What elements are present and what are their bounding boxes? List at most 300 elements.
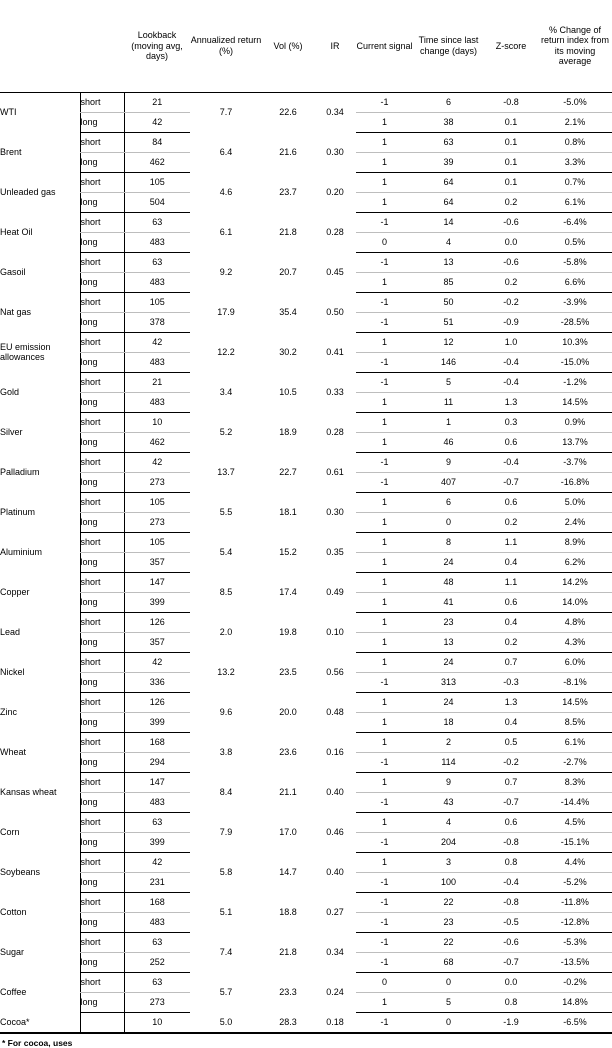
row-lookback-long: 294 — [124, 752, 190, 772]
row-annualized-return: 9.6 — [219, 706, 233, 717]
row-current-signal-short: 1 — [356, 572, 413, 592]
row-zscore-short: 0.3 — [484, 412, 538, 432]
row-time-since-change: 0 — [413, 1012, 484, 1032]
row-term-long: long — [80, 432, 124, 452]
row-term-short: short — [80, 132, 124, 152]
row-vol: 18.8 — [279, 906, 297, 917]
row-name: Aluminium — [0, 546, 43, 557]
row-time-since-change-long: 0 — [413, 512, 484, 532]
row-name: Cotton — [0, 906, 27, 917]
row-zscore-long: 0.8 — [484, 992, 538, 1012]
row-annualized-return: 2.0 — [219, 626, 233, 637]
row-vol: 23.3 — [279, 986, 297, 997]
row-pct-change-short: 4.4% — [538, 852, 612, 872]
table-row — [0, 652, 612, 672]
row-annualized-return: 6.1 — [219, 226, 233, 237]
row-annualized-return: 5.8 — [219, 866, 233, 877]
row-name: Platinum — [0, 506, 36, 517]
row-time-since-change-short: 64 — [413, 172, 484, 192]
row-vol: 23.7 — [279, 186, 297, 197]
row-zscore-long: -0.8 — [484, 832, 538, 852]
row-ir: 0.28 — [326, 426, 344, 437]
row-name: Kansas wheat — [0, 786, 57, 797]
row-lookback-long: 357 — [124, 552, 190, 572]
row-annualized-return: 13.2 — [217, 666, 235, 677]
row-current-signal-long: -1 — [356, 912, 413, 932]
table-row — [0, 252, 612, 272]
row-ir: 0.48 — [326, 706, 344, 717]
row-time-since-change-short: 50 — [413, 292, 484, 312]
row-ir: 0.20 — [326, 186, 344, 197]
row-annualized-return: 8.4 — [219, 786, 233, 797]
row-pct-change-short: -5.0% — [538, 92, 612, 112]
row-zscore-short: -0.6 — [484, 212, 538, 232]
header-blank-term — [80, 0, 124, 92]
row-term-long: long — [80, 872, 124, 892]
footnote-area — [0, 1033, 612, 1048]
row-term-short: short — [80, 92, 124, 112]
table-row — [0, 92, 612, 112]
row-lookback-short: 21 — [124, 92, 190, 112]
header-ir: IR — [314, 0, 356, 92]
row-lookback-long: 483 — [124, 792, 190, 812]
row-name: Brent — [0, 146, 22, 157]
row-pct-change-long: -12.8% — [538, 912, 612, 932]
row-time-since-change-long: 39 — [413, 152, 484, 172]
row-name: Sugar — [0, 946, 25, 957]
row-term-short: short — [80, 412, 124, 432]
row-term-short: short — [80, 772, 124, 792]
table-row — [0, 612, 612, 632]
row-zscore-long: 0.6 — [484, 432, 538, 452]
row-pct-change-long: -2.7% — [538, 752, 612, 772]
row-time-since-change-short: 8 — [413, 532, 484, 552]
row-zscore-long: -0.7 — [484, 472, 538, 492]
row-pct-change-long: -5.2% — [538, 872, 612, 892]
row-pct-change-short: 14.5% — [538, 692, 612, 712]
row-current-signal-short: 1 — [356, 692, 413, 712]
row-lookback-long: 504 — [124, 192, 190, 212]
row-time-since-change-long: 18 — [413, 712, 484, 732]
row-annualized-return: 3.8 — [219, 746, 233, 757]
row-current-signal-long: -1 — [356, 672, 413, 692]
row-lookback-long: 483 — [124, 352, 190, 372]
row-time-since-change-short: 1 — [413, 412, 484, 432]
row-lookback-short: 63 — [124, 252, 190, 272]
row-zscore-long: 0.6 — [484, 592, 538, 612]
row-term-long: long — [80, 672, 124, 692]
row-lookback-long: 252 — [124, 952, 190, 972]
row-name: Cocoa* — [0, 1012, 80, 1032]
row-zscore-long: 0.2 — [484, 272, 538, 292]
row-current-signal-long: 1 — [356, 712, 413, 732]
row-time-since-change-long: 85 — [413, 272, 484, 292]
row-zscore-short: -0.6 — [484, 932, 538, 952]
row-ir: 0.30 — [326, 506, 344, 517]
row-name: Corn — [0, 826, 20, 837]
row-ir: 0.18 — [314, 1012, 356, 1032]
row-zscore-long: 0.2 — [484, 192, 538, 212]
row-name: Wheat — [0, 746, 27, 757]
row-zscore-short: 0.7 — [484, 772, 538, 792]
row-pct-change-long: 14.8% — [538, 992, 612, 1012]
table-row — [0, 732, 612, 752]
row-term-short: short — [80, 812, 124, 832]
row-pct-change-short: 8.9% — [538, 532, 612, 552]
row-time-since-change-short: 14 — [413, 212, 484, 232]
row-lookback-short: 105 — [124, 292, 190, 312]
row-term-long: long — [80, 472, 124, 492]
header-pct-change: % Change of return index from its moving average — [538, 0, 612, 92]
row-current-signal-short: 1 — [356, 332, 413, 352]
table-row — [0, 812, 612, 832]
row-name: Nat gas — [0, 306, 32, 317]
row-current-signal-short: -1 — [356, 252, 413, 272]
row-time-since-change-long: 38 — [413, 112, 484, 132]
row-pct-change-long: 4.3% — [538, 632, 612, 652]
row-zscore-long: -0.7 — [484, 952, 538, 972]
row-zscore-short: -0.8 — [484, 892, 538, 912]
row-term — [80, 1012, 124, 1032]
row-term-short: short — [80, 892, 124, 912]
row-name: Lead — [0, 626, 21, 637]
row-current-signal-long: -1 — [356, 872, 413, 892]
row-vol: 23.6 — [279, 746, 297, 757]
row-zscore-short: -0.4 — [484, 452, 538, 472]
row-name: WTI — [0, 107, 17, 118]
row-current-signal-long: 1 — [356, 512, 413, 532]
row-time-since-change-short: 24 — [413, 652, 484, 672]
row-lookback-long: 483 — [124, 272, 190, 292]
row-name: Copper — [0, 586, 30, 597]
row-pct-change-short: -5.3% — [538, 932, 612, 952]
row-name: Soybeans — [0, 866, 41, 877]
row-annualized-return: 5.4 — [219, 546, 233, 557]
row-time-since-change-long: 407 — [413, 472, 484, 492]
row-lookback-short: 42 — [124, 452, 190, 472]
row-term-long: long — [80, 992, 124, 1012]
row-ir: 0.28 — [326, 226, 344, 237]
row-vol: 18.1 — [279, 506, 297, 517]
row-name: Heat Oil — [0, 226, 33, 237]
row-time-since-change-long: 68 — [413, 952, 484, 972]
row-pct-change-long: 2.4% — [538, 512, 612, 532]
row-vol: 28.3 — [262, 1012, 314, 1032]
row-current-signal-long: -1 — [356, 952, 413, 972]
row-zscore-long: -0.3 — [484, 672, 538, 692]
row-lookback-long: 273 — [124, 992, 190, 1012]
row-zscore-long: 0.4 — [484, 712, 538, 732]
row-ir: 0.49 — [326, 586, 344, 597]
row-time-since-change-long: 64 — [413, 192, 484, 212]
table-row — [0, 492, 612, 512]
row-annualized-return: 13.7 — [217, 466, 235, 477]
table-row — [0, 172, 612, 192]
row-lookback-short: 147 — [124, 772, 190, 792]
row-lookback-short: 42 — [124, 652, 190, 672]
row-ir: 0.46 — [326, 826, 344, 837]
row-time-since-change-long: 100 — [413, 872, 484, 892]
row-lookback-long: 483 — [124, 392, 190, 412]
row-pct-change-short: -3.7% — [538, 452, 612, 472]
row-current-signal-long: 1 — [356, 112, 413, 132]
row-time-since-change-short: 63 — [413, 132, 484, 152]
row-vol: 10.5 — [279, 386, 297, 397]
row-annualized-return: 5.0 — [190, 1012, 262, 1032]
row-annualized-return: 4.6 — [219, 186, 233, 197]
row-ir: 0.56 — [326, 666, 344, 677]
table-row — [0, 852, 612, 872]
row-pct-change-short: -0.2% — [538, 972, 612, 992]
row-annualized-return: 9.2 — [219, 266, 233, 277]
row-time-since-change-short: 6 — [413, 492, 484, 512]
row-term-short: short — [80, 932, 124, 952]
row-current-signal-long: 1 — [356, 152, 413, 172]
row-pct-change: -6.5% — [538, 1012, 612, 1032]
row-lookback-short: 84 — [124, 132, 190, 152]
row-term-short: short — [80, 492, 124, 512]
row-lookback-long: 462 — [124, 152, 190, 172]
row-zscore-short: 0.1 — [484, 172, 538, 192]
row-time-since-change-long: 5 — [413, 992, 484, 1012]
row-zscore-long: 0.1 — [484, 152, 538, 172]
row-term-long: long — [80, 792, 124, 812]
row-pct-change-short: 4.5% — [538, 812, 612, 832]
header-zscore: Z-score — [484, 0, 538, 92]
row-pct-change-long: 6.1% — [538, 192, 612, 212]
row-pct-change-short: 0.7% — [538, 172, 612, 192]
row-current-signal-short: 1 — [356, 412, 413, 432]
row-time-since-change-long: 4 — [413, 232, 484, 252]
row-zscore-short: -0.4 — [484, 372, 538, 392]
row-annualized-return: 5.2 — [219, 426, 233, 437]
row-time-since-change-long: 46 — [413, 432, 484, 452]
row-pct-change-long: 3.3% — [538, 152, 612, 172]
row-pct-change-long: 13.7% — [538, 432, 612, 452]
row-vol: 21.8 — [279, 226, 297, 237]
row-current-signal-short: 1 — [356, 172, 413, 192]
row-zscore-short: 0.6 — [484, 492, 538, 512]
row-annualized-return: 7.9 — [219, 826, 233, 837]
row-lookback-short: 105 — [124, 532, 190, 552]
header-lookback: Lookback (moving avg, days) — [124, 0, 190, 92]
row-pct-change-short: -11.8% — [538, 892, 612, 912]
row-pct-change-short: -1.2% — [538, 372, 612, 392]
row-lookback-short: 21 — [124, 372, 190, 392]
row-current-signal: -1 — [356, 1012, 413, 1032]
row-term-short: short — [80, 852, 124, 872]
row-zscore-short: 0.8 — [484, 852, 538, 872]
row-term-long: long — [80, 232, 124, 252]
row-lookback-long: 42 — [124, 112, 190, 132]
row-term-short: short — [80, 212, 124, 232]
row-lookback-long: 357 — [124, 632, 190, 652]
row-pct-change-short: 0.9% — [538, 412, 612, 432]
row-lookback-short: 147 — [124, 572, 190, 592]
row-pct-change-long: -8.1% — [538, 672, 612, 692]
row-ir: 0.30 — [326, 146, 344, 157]
row-term-long: long — [80, 952, 124, 972]
row-current-signal-long: 1 — [356, 192, 413, 212]
row-ir: 0.24 — [326, 986, 344, 997]
row-time-since-change-short: 2 — [413, 732, 484, 752]
row-term-long: long — [80, 512, 124, 532]
row-ir: 0.40 — [326, 786, 344, 797]
row-zscore-short: 0.4 — [484, 612, 538, 632]
row-pct-change-long: 8.5% — [538, 712, 612, 732]
row-lookback-short: 168 — [124, 732, 190, 752]
row-current-signal-long: 1 — [356, 272, 413, 292]
row-term-short: short — [80, 452, 124, 472]
row-pct-change-short: 5.0% — [538, 492, 612, 512]
row-time-since-change-short: 9 — [413, 452, 484, 472]
row-current-signal-short: -1 — [356, 372, 413, 392]
row-ir: 0.34 — [326, 107, 344, 118]
row-name: Palladium — [0, 466, 40, 477]
row-current-signal-long: 1 — [356, 992, 413, 1012]
row-pct-change-long: -13.5% — [538, 952, 612, 972]
row-lookback-long: 483 — [124, 912, 190, 932]
row-zscore-short: 1.1 — [484, 532, 538, 552]
row-annualized-return: 7.7 — [219, 107, 233, 118]
row-term-short: short — [80, 612, 124, 632]
row-annualized-return: 5.5 — [219, 506, 233, 517]
row-current-signal-short: -1 — [356, 892, 413, 912]
header-vol: Vol (%) — [262, 0, 314, 92]
table-row — [0, 372, 612, 392]
row-term-long: long — [80, 352, 124, 372]
row-annualized-return: 6.4 — [219, 146, 233, 157]
row-lookback-long: 273 — [124, 472, 190, 492]
row-time-since-change-short: 22 — [413, 932, 484, 952]
row-vol: 17.0 — [279, 826, 297, 837]
row-zscore-long: -0.5 — [484, 912, 538, 932]
row-term-long: long — [80, 632, 124, 652]
row-pct-change-long: -15.0% — [538, 352, 612, 372]
table-row — [0, 772, 612, 792]
row-term-short: short — [80, 692, 124, 712]
row-term-long: long — [80, 752, 124, 772]
row-current-signal-long: 1 — [356, 552, 413, 572]
row-lookback-long: 336 — [124, 672, 190, 692]
row-zscore-long: 0.4 — [484, 552, 538, 572]
row-zscore-short: 0.0 — [484, 972, 538, 992]
header-annualized-return: Annualized return (%) — [190, 0, 262, 92]
row-vol: 23.5 — [279, 666, 297, 677]
row-pct-change-long: -14.4% — [538, 792, 612, 812]
row-current-signal-long: 0 — [356, 232, 413, 252]
row-term-short: short — [80, 972, 124, 992]
row-time-since-change-short: 24 — [413, 692, 484, 712]
row-vol: 21.6 — [279, 146, 297, 157]
row-zscore-long: -0.9 — [484, 312, 538, 332]
row-ir: 0.10 — [326, 626, 344, 637]
row-lookback-short: 42 — [124, 332, 190, 352]
row-zscore-long: -0.4 — [484, 872, 538, 892]
row-current-signal-short: 1 — [356, 532, 413, 552]
row-current-signal-long: 1 — [356, 432, 413, 452]
row-current-signal-long: 1 — [356, 632, 413, 652]
row-time-since-change-long: 11 — [413, 392, 484, 412]
row-current-signal-short: 1 — [356, 132, 413, 152]
row-current-signal-short: -1 — [356, 292, 413, 312]
row-time-since-change-long: 24 — [413, 552, 484, 572]
row-time-since-change-long: 313 — [413, 672, 484, 692]
row-ir: 0.16 — [326, 746, 344, 757]
row-lookback-short: 42 — [124, 852, 190, 872]
row-lookback-short: 105 — [124, 172, 190, 192]
row-current-signal-short: -1 — [356, 932, 413, 952]
row-zscore-short: 0.1 — [484, 132, 538, 152]
row-ir: 0.27 — [326, 906, 344, 917]
row-time-since-change-long: 23 — [413, 912, 484, 932]
row-lookback-long: 231 — [124, 872, 190, 892]
row-time-since-change-long: 146 — [413, 352, 484, 372]
row-pct-change-short: 10.3% — [538, 332, 612, 352]
row-pct-change-short: 6.1% — [538, 732, 612, 752]
row-term-long: long — [80, 312, 124, 332]
row-current-signal-short: -1 — [356, 452, 413, 472]
row-current-signal-short: 1 — [356, 812, 413, 832]
row-vol: 35.4 — [279, 306, 297, 317]
table-row — [0, 212, 612, 232]
row-lookback-short: 63 — [124, 932, 190, 952]
row-term-long: long — [80, 552, 124, 572]
header-current-signal: Current signal — [356, 0, 413, 92]
row-zscore-long: -0.7 — [484, 792, 538, 812]
table-row — [0, 932, 612, 952]
row-lookback-short: 126 — [124, 612, 190, 632]
row-pct-change-short: -3.9% — [538, 292, 612, 312]
row-name: Zinc — [0, 706, 18, 717]
row-term-long: long — [80, 152, 124, 172]
row-lookback-short: 63 — [124, 972, 190, 992]
row-current-signal-long: 1 — [356, 592, 413, 612]
row-annualized-return: 12.2 — [217, 346, 235, 357]
row-lookback-short: 10 — [124, 412, 190, 432]
row-term-long: long — [80, 592, 124, 612]
row-pct-change-long: 14.5% — [538, 392, 612, 412]
row-lookback: 10 — [124, 1012, 190, 1032]
row-time-since-change-short: 5 — [413, 372, 484, 392]
row-time-since-change-long: 13 — [413, 632, 484, 652]
table-row — [0, 132, 612, 152]
row-current-signal-short: 1 — [356, 772, 413, 792]
row-zscore-long: 1.3 — [484, 392, 538, 412]
row-term-long: long — [80, 272, 124, 292]
row-lookback-long: 273 — [124, 512, 190, 532]
row-zscore-short: -0.6 — [484, 252, 538, 272]
row-annualized-return: 5.1 — [219, 906, 233, 917]
row-vol: 21.1 — [279, 786, 297, 797]
row-time-since-change-long: 41 — [413, 592, 484, 612]
row-term-long: long — [80, 712, 124, 732]
row-pct-change-long: 0.5% — [538, 232, 612, 252]
table-row — [0, 972, 612, 992]
row-pct-change-short: 6.0% — [538, 652, 612, 672]
row-pct-change-long: -15.1% — [538, 832, 612, 852]
row-term-long: long — [80, 192, 124, 212]
row-time-since-change-short: 3 — [413, 852, 484, 872]
row-vol: 30.2 — [279, 346, 297, 357]
row-lookback-long: 399 — [124, 832, 190, 852]
row-ir: 0.40 — [326, 866, 344, 877]
row-time-since-change-short: 0 — [413, 972, 484, 992]
row-term-short: short — [80, 292, 124, 312]
table-row — [0, 692, 612, 712]
row-zscore-short: -0.8 — [484, 92, 538, 112]
row-name: Unleaded gas — [0, 186, 56, 197]
